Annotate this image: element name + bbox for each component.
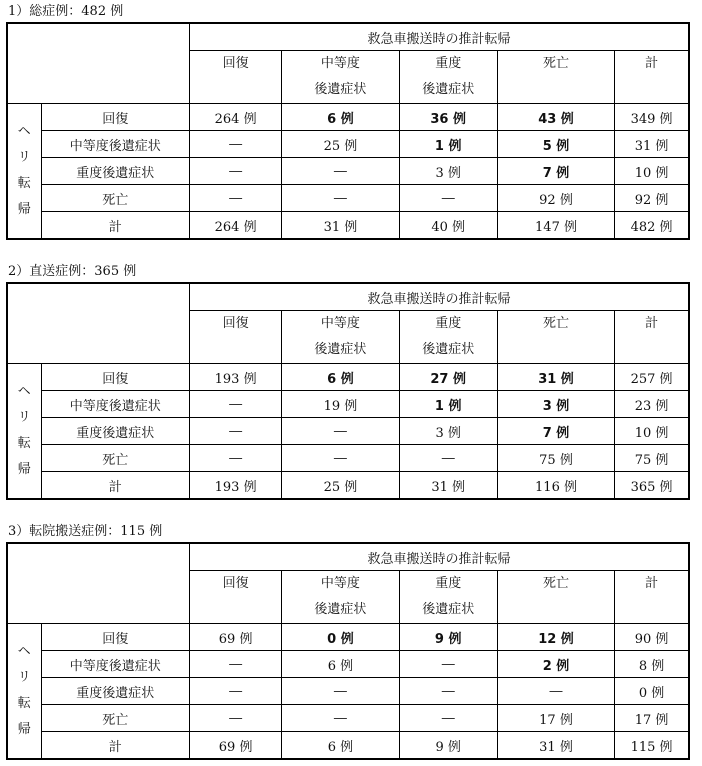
table-cell: 75 例 (497, 445, 614, 472)
table-cell: ― (190, 651, 282, 678)
table-cell: 7 例 (497, 158, 614, 185)
column-header-line2 (190, 77, 281, 103)
column-header-line2 (615, 337, 688, 363)
column-header (190, 311, 282, 364)
table-cell: 69 例 (190, 624, 282, 651)
table-cell: 23 例 (615, 391, 689, 418)
section-caption: 2）直送症例：365 例 (8, 264, 137, 279)
side-label-char: 転 (17, 436, 31, 451)
side-label-char: ヘ (17, 124, 31, 139)
table-cell: ― (190, 418, 282, 445)
column-header (190, 571, 282, 624)
table-cell: 193 例 (190, 472, 282, 500)
table-cell: ― (399, 651, 497, 678)
table-cell: ― (282, 705, 399, 732)
table-row (7, 732, 689, 760)
table-cell: ― (190, 678, 282, 705)
outcome-table (6, 282, 690, 500)
table-row (7, 624, 689, 651)
row-label: 中等度後遺症状 (41, 131, 189, 158)
table-cell: 9 例 (399, 732, 497, 760)
table-cell: 6 例 (282, 364, 399, 391)
column-header-line2 (190, 597, 281, 623)
table-cell: ― (190, 445, 282, 472)
table-cell: 193 例 (190, 364, 282, 391)
table-cell: 7 例 (497, 418, 614, 445)
table-cell: ― (399, 445, 497, 472)
column-header-line2: 後遺症状 (422, 602, 475, 617)
table-cell: 5 例 (497, 131, 614, 158)
side-label-char: 帰 (17, 462, 31, 477)
column-header-line1: 回復 (222, 316, 249, 331)
table-row (7, 104, 689, 131)
table-cell: 0 例 (615, 678, 689, 705)
column-header (615, 311, 689, 364)
table-cell: 1 例 (399, 131, 497, 158)
row-label: 重度後遺症状 (41, 158, 189, 185)
table-row (7, 364, 689, 391)
table-cell: 10 例 (615, 158, 689, 185)
table-cell: 3 例 (399, 158, 497, 185)
column-header-line2: 後遺症状 (314, 342, 367, 357)
table-cell: ― (399, 705, 497, 732)
column-header-line1: 死亡 (543, 56, 570, 71)
side-label (7, 104, 41, 240)
table-cell: 31 例 (399, 472, 497, 500)
table-cell: 8 例 (615, 651, 689, 678)
column-header-line1: 重度 (435, 576, 462, 591)
table-cell: ― (399, 185, 497, 212)
column-header-line1: 計 (645, 56, 659, 71)
column-header (399, 51, 497, 104)
column-header (282, 571, 399, 624)
table-cell: ― (282, 185, 399, 212)
table-cell: 0 例 (282, 624, 399, 651)
side-label-char: 帰 (17, 202, 31, 217)
column-header (497, 51, 614, 104)
table-cell: 31 例 (282, 212, 399, 240)
column-header (497, 571, 614, 624)
table-section-1 (6, 2, 690, 240)
side-label-char: リ (17, 150, 31, 165)
column-header (497, 311, 614, 364)
row-label: 重度後遺症状 (41, 418, 189, 445)
table-cell: 75 例 (615, 445, 689, 472)
table-row (7, 158, 689, 185)
side-label-char: リ (17, 670, 31, 685)
column-header-line1: 中等度 (320, 316, 360, 331)
table-cell: ― (190, 391, 282, 418)
table-cell: 349 例 (615, 104, 689, 131)
table-row (7, 445, 689, 472)
table-cell: ― (282, 445, 399, 472)
table-cell: 25 例 (282, 131, 399, 158)
table-row (7, 391, 689, 418)
table-cell: ― (190, 185, 282, 212)
table-cell: 3 例 (497, 391, 614, 418)
column-header (282, 51, 399, 104)
side-label-char: ヘ (17, 644, 31, 659)
side-label (7, 624, 41, 760)
table-cell: 69 例 (190, 732, 282, 760)
table-cell: ― (190, 131, 282, 158)
table-cell: 40 例 (399, 212, 497, 240)
table-row (7, 651, 689, 678)
table-section-2 (6, 262, 690, 500)
table-row (7, 185, 689, 212)
table-cell: ― (282, 418, 399, 445)
column-header (615, 51, 689, 104)
column-header-line1: 計 (645, 576, 659, 591)
row-label: 回復 (41, 364, 189, 391)
table-cell: 1 例 (399, 391, 497, 418)
table-cell: 116 例 (497, 472, 614, 500)
table-cell: 3 例 (399, 418, 497, 445)
column-header-line2: 後遺症状 (314, 82, 367, 97)
column-header-line2: 後遺症状 (422, 342, 475, 357)
table-cell: 36 例 (399, 104, 497, 131)
table-cell: 31 例 (497, 364, 614, 391)
row-label: 死亡 (41, 705, 189, 732)
table-cell: ― (399, 678, 497, 705)
column-header (399, 571, 497, 624)
column-header-line2: 後遺症状 (314, 602, 367, 617)
table-row (7, 705, 689, 732)
column-header-line1: 中等度 (320, 576, 360, 591)
table-cell: 43 例 (497, 104, 614, 131)
table-row (7, 678, 689, 705)
table-cell: ― (190, 705, 282, 732)
column-header-line2 (615, 597, 688, 623)
table-cell: 6 例 (282, 104, 399, 131)
table-cell: 10 例 (615, 418, 689, 445)
table-cell: 147 例 (497, 212, 614, 240)
table-cell: 6 例 (282, 651, 399, 678)
outcome-table (6, 22, 690, 240)
row-label: 計 (41, 732, 189, 760)
table-row (7, 418, 689, 445)
column-header-line2 (190, 337, 281, 363)
row-label: 計 (41, 472, 189, 500)
table-cell: 17 例 (615, 705, 689, 732)
column-header-line1: 重度 (435, 316, 462, 331)
row-label: 計 (41, 212, 189, 240)
table-cell: 19 例 (282, 391, 399, 418)
table-cell: 6 例 (282, 732, 399, 760)
row-label: 回復 (41, 624, 189, 651)
table-cell: 92 例 (497, 185, 614, 212)
table-row (7, 472, 689, 500)
row-label: 重度後遺症状 (41, 678, 189, 705)
group-header: 救急車搬送時の推計転帰 (190, 283, 690, 311)
table-cell: ― (190, 158, 282, 185)
side-label-char: リ (17, 410, 31, 425)
table-cell: 264 例 (190, 212, 282, 240)
table-cell: 31 例 (615, 131, 689, 158)
table-cell: 9 例 (399, 624, 497, 651)
side-label-char: 帰 (17, 722, 31, 737)
section-caption: 1）総症例：482 例 (8, 4, 124, 19)
table-cell: 365 例 (615, 472, 689, 500)
column-header-line1: 計 (645, 316, 659, 331)
table-cell: 2 例 (497, 651, 614, 678)
column-header (282, 311, 399, 364)
outcome-table (6, 542, 690, 760)
table-cell: 257 例 (615, 364, 689, 391)
row-label: 死亡 (41, 445, 189, 472)
table-section-3 (6, 522, 690, 760)
table-row (7, 131, 689, 158)
column-header-line1: 中等度 (320, 56, 360, 71)
side-label-char: 転 (17, 176, 31, 191)
row-label: 中等度後遺症状 (41, 651, 189, 678)
side-label-char: ヘ (17, 384, 31, 399)
column-header (190, 51, 282, 104)
column-header (399, 311, 497, 364)
row-label: 回復 (41, 104, 189, 131)
column-header-line2 (498, 337, 614, 363)
column-header-line2: 後遺症状 (422, 82, 475, 97)
table-cell: 92 例 (615, 185, 689, 212)
column-header-line2 (498, 597, 614, 623)
corner-cell (7, 543, 190, 624)
table-row (7, 212, 689, 240)
column-header-line1: 死亡 (543, 316, 570, 331)
table-cell: 12 例 (497, 624, 614, 651)
corner-cell (7, 283, 190, 364)
table-cell: 482 例 (615, 212, 689, 240)
table-cell: ― (282, 678, 399, 705)
column-header (615, 571, 689, 624)
column-header-line1: 回復 (222, 56, 249, 71)
row-label: 中等度後遺症状 (41, 391, 189, 418)
column-header-line1: 重度 (435, 56, 462, 71)
table-cell: 17 例 (497, 705, 614, 732)
table-cell: 264 例 (190, 104, 282, 131)
table-cell: 27 例 (399, 364, 497, 391)
column-header-line2 (615, 77, 688, 103)
table-cell: 25 例 (282, 472, 399, 500)
group-header: 救急車搬送時の推計転帰 (190, 543, 690, 571)
table-cell: ― (497, 678, 614, 705)
section-caption: 3）転院搬送症例：115 例 (8, 524, 163, 539)
corner-cell (7, 23, 190, 104)
table-cell: ― (282, 158, 399, 185)
side-label (7, 364, 41, 500)
group-header: 救急車搬送時の推計転帰 (190, 23, 690, 51)
side-label-char: 転 (17, 696, 31, 711)
table-cell: 90 例 (615, 624, 689, 651)
column-header-line2 (498, 77, 614, 103)
table-cell: 115 例 (615, 732, 689, 760)
column-header-line1: 回復 (222, 576, 249, 591)
row-label: 死亡 (41, 185, 189, 212)
table-cell: 31 例 (497, 732, 614, 760)
column-header-line1: 死亡 (543, 576, 570, 591)
